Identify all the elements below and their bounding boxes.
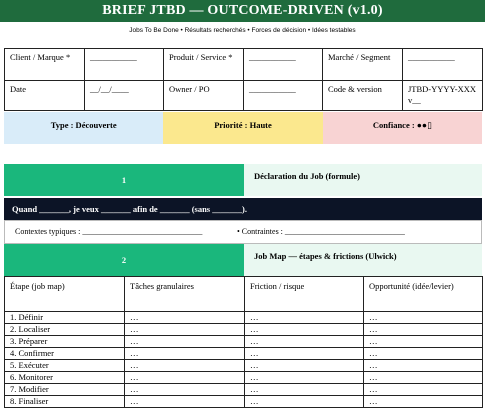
table-cell[interactable]: …	[125, 396, 245, 408]
contexts-field[interactable]: Contextes typiques : ______________________________	[15, 227, 203, 236]
step-cell: 2. Localiser	[5, 324, 125, 336]
market-label: Marché / Segment	[323, 49, 403, 81]
table-cell[interactable]: …	[245, 312, 364, 324]
table-cell[interactable]: …	[245, 372, 364, 384]
table-cell[interactable]: …	[245, 360, 364, 372]
status-row	[4, 112, 482, 144]
table-cell[interactable]: …	[364, 372, 483, 384]
job-map-table	[4, 276, 483, 408]
table-cell[interactable]: …	[125, 324, 245, 336]
step-cell: 7. Modifier	[5, 384, 125, 396]
step-cell: 4. Confirmer	[5, 348, 125, 360]
table-row	[5, 372, 483, 384]
column-header: Friction / risque	[245, 277, 364, 312]
table-cell[interactable]: …	[245, 384, 364, 396]
step-cell: 1. Définir	[5, 312, 125, 324]
code-field[interactable]: JTBD-YYYY-XXX v__	[403, 81, 483, 111]
contexts-row	[4, 220, 482, 244]
step-cell: 3. Préparer	[5, 336, 125, 348]
table-cell[interactable]: …	[245, 336, 364, 348]
step-cell: 8. Finaliser	[5, 396, 125, 408]
table-row	[5, 348, 483, 360]
table-cell[interactable]: …	[364, 396, 483, 408]
table-cell[interactable]: …	[364, 336, 483, 348]
table-cell[interactable]: …	[364, 312, 483, 324]
table-row	[5, 336, 483, 348]
client-label: Client / Marque *	[5, 49, 85, 81]
table-row	[5, 396, 483, 408]
job-formula[interactable]: Quand _______, je veux _______ afin de _______ (sans _______).	[4, 198, 482, 220]
section-1-title: Déclaration du Job (formule)	[244, 164, 482, 196]
table-cell[interactable]: …	[125, 384, 245, 396]
owner-field[interactable]: ___________	[244, 81, 323, 111]
table-cell[interactable]: …	[364, 384, 483, 396]
client-field[interactable]: ___________	[85, 49, 164, 81]
section-2-header	[4, 244, 482, 276]
table-cell[interactable]: …	[125, 372, 245, 384]
owner-label: Owner / PO	[164, 81, 244, 111]
table-row	[5, 384, 483, 396]
step-cell: 6. Monitorer	[5, 372, 125, 384]
table-cell[interactable]: …	[364, 348, 483, 360]
column-header: Opportunité (idée/levier)	[364, 277, 483, 312]
code-label: Code & version	[323, 81, 403, 111]
table-cell[interactable]: …	[125, 336, 245, 348]
document-title: BRIEF JTBD — OUTCOME-DRIVEN (v1.0)	[0, 0, 485, 22]
table-cell[interactable]: …	[364, 324, 483, 336]
table-row	[5, 324, 483, 336]
column-header: Étape (job map)	[5, 277, 125, 312]
type-badge: Type : Découverte	[4, 112, 163, 144]
constraints-field[interactable]: • Contraintes : ______________________________	[237, 227, 405, 236]
section-2-title: Job Map — étapes & frictions (Ulwick)	[244, 244, 482, 276]
table-cell[interactable]: …	[125, 348, 245, 360]
date-field[interactable]: __/__/____	[85, 81, 164, 111]
product-field[interactable]: ___________	[244, 49, 323, 81]
table-cell[interactable]: …	[245, 396, 364, 408]
document-subtitle: Jobs To Be Done • Résultats recherchés • Forces de décision • Idées testables	[129, 27, 356, 34]
table-row	[5, 360, 483, 372]
table-row	[5, 312, 483, 324]
section-1-header	[4, 164, 482, 196]
table-cell[interactable]: …	[364, 360, 483, 372]
table-cell[interactable]: …	[245, 324, 364, 336]
priority-badge: Priorité : Haute	[163, 112, 322, 144]
column-header: Tâches granulaires	[125, 277, 245, 312]
confidence-badge: Confiance : ●●▯	[323, 112, 482, 144]
section-2-number: 2	[4, 244, 244, 276]
section-1-number: 1	[4, 164, 244, 196]
market-field[interactable]: ___________	[403, 49, 483, 81]
table-cell[interactable]: …	[125, 360, 245, 372]
product-label: Produit / Service *	[164, 49, 244, 81]
table-cell[interactable]: …	[125, 312, 245, 324]
meta-table	[4, 48, 483, 111]
table-cell[interactable]: …	[245, 348, 364, 360]
step-cell: 5. Exécuter	[5, 360, 125, 372]
date-label: Date	[5, 81, 85, 111]
